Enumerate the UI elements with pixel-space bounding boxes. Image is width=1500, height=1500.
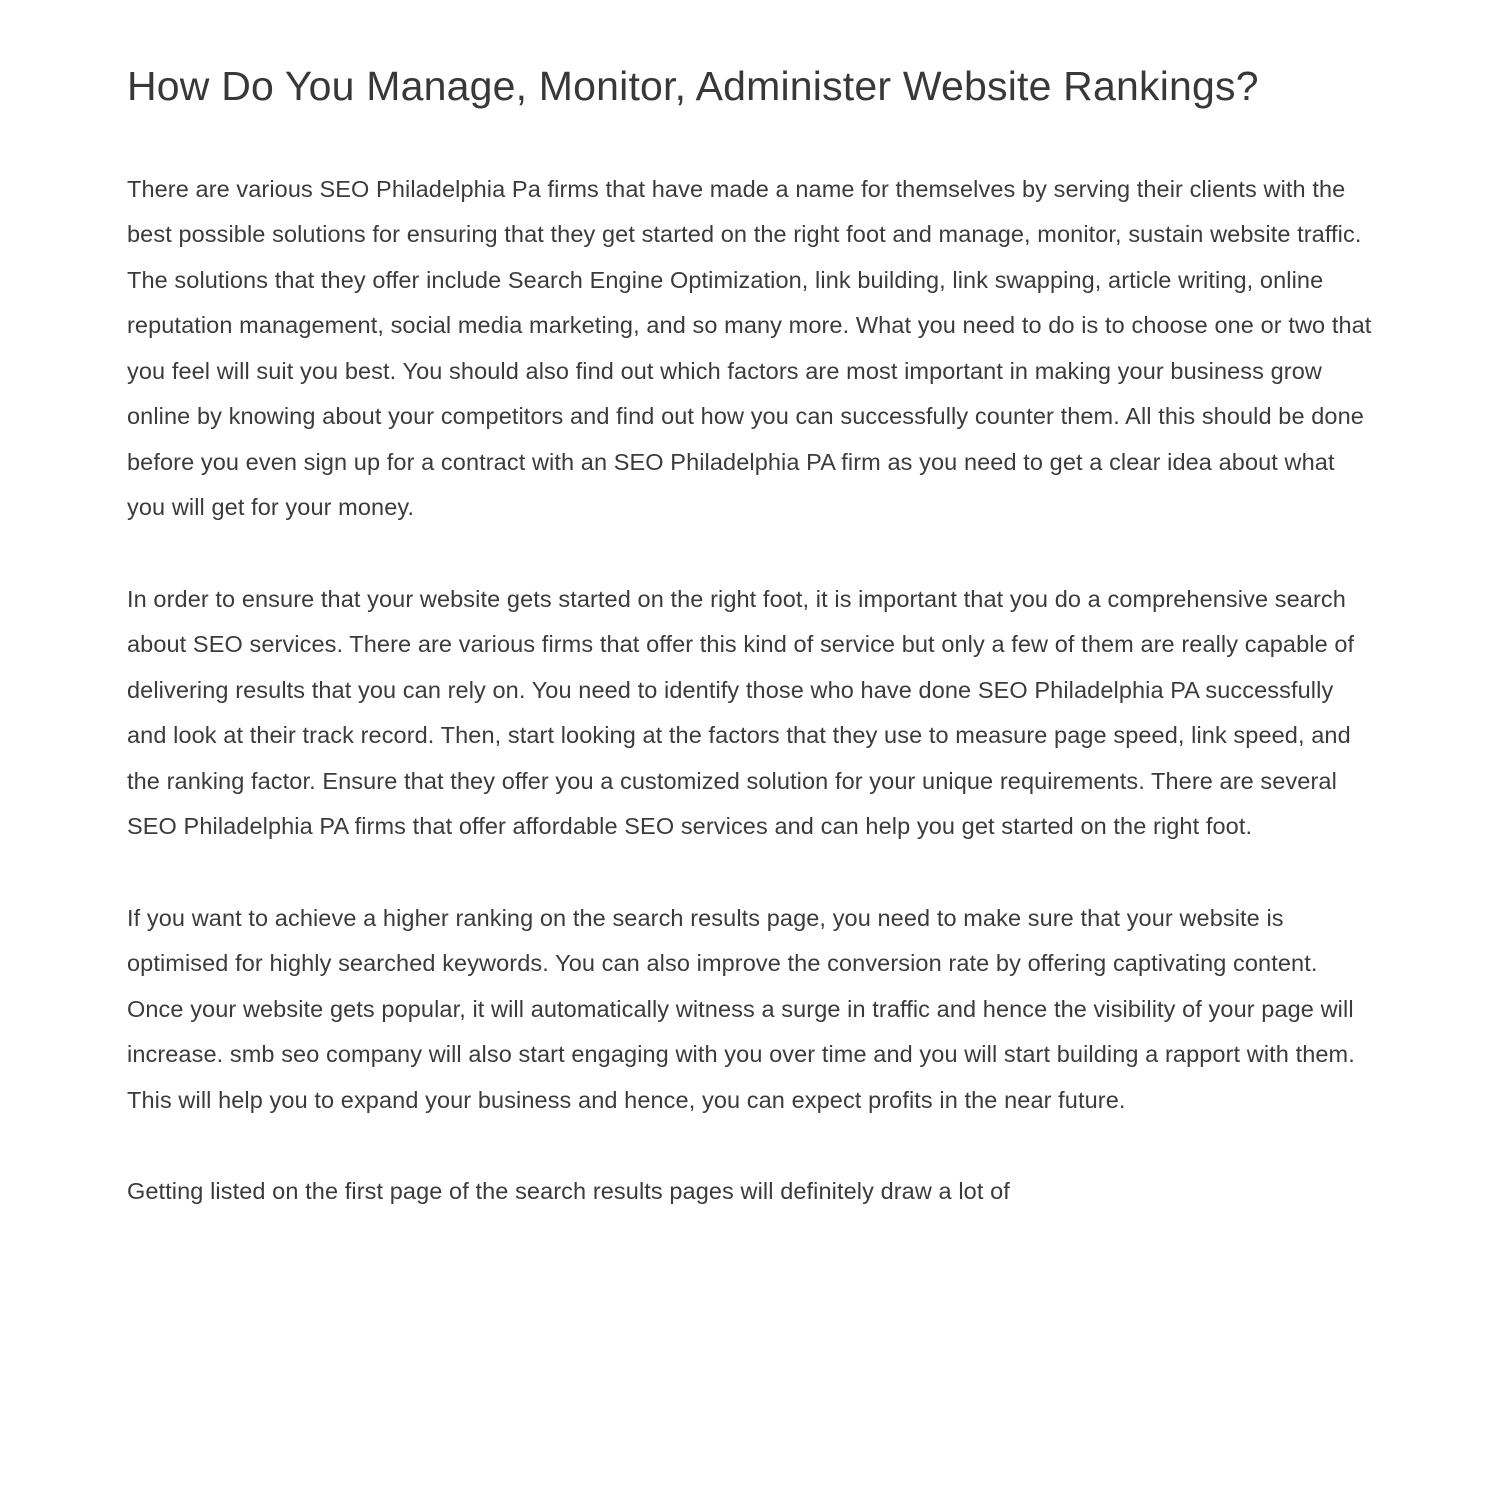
paragraph-2: In order to ensure that your website gets started on the right foot, it is important that you do a comprehensive search about SEO services. There are various firms that offer this kind of service but only a few of them are really capable of delivering results that you can rely on. You need to identify those who have done SEO Philadelphia PA successfully and look at their track record. Then, start looking at the factors that they use to measure page speed, link speed, and the ranking factor. Ensure that they offer you a customized solution for your unique requirements. There are several SEO Philadelphia PA firms that offer affordable SEO services and can help you get started on the right foot. — [127, 585, 1355, 840]
page-title: How Do You Manage, Monitor, Administer Website Rankings? — [127, 63, 1259, 109]
paragraph-1: There are various SEO Philadelphia Pa firms that have made a name for themselves by serving their clients with the best possible solutions for ensuring that they get started on the right foot and manage, monitor, sustain website traffic. The solutions that they offer include Search Engine Optimization, link building, link swapping, article writing, online reputation management, social media marketing, and so many more. What you need to do is to choose one or two that you feel will suit you best. You should also find out which factors are most important in making your business grow online by knowing about your competitors and find out how you can successfully counter them. All this should be done before you even sign up for a contract with an SEO Philadelphia PA firm as you need to get a clear idea about what you will get for your money. — [127, 175, 1372, 521]
paragraph-4-clipped: Getting listed on the first page of the search results pages will definitely draw a lot of — [127, 1178, 1010, 1205]
paragraph-3: If you want to achieve a higher ranking on the search results page, you need to make sure that your website is optimised for highly searched keywords. You can also improve the conversion rate by offering captivating content. Once your website gets popular, it will automatically witness a surge in traffic and hence the visibility of your page will increase. smb seo company will also start engaging with you over time and you will start building a rapport with them. This will help you to expand your business and hence, you can expect profits in the near future. — [127, 904, 1355, 1113]
